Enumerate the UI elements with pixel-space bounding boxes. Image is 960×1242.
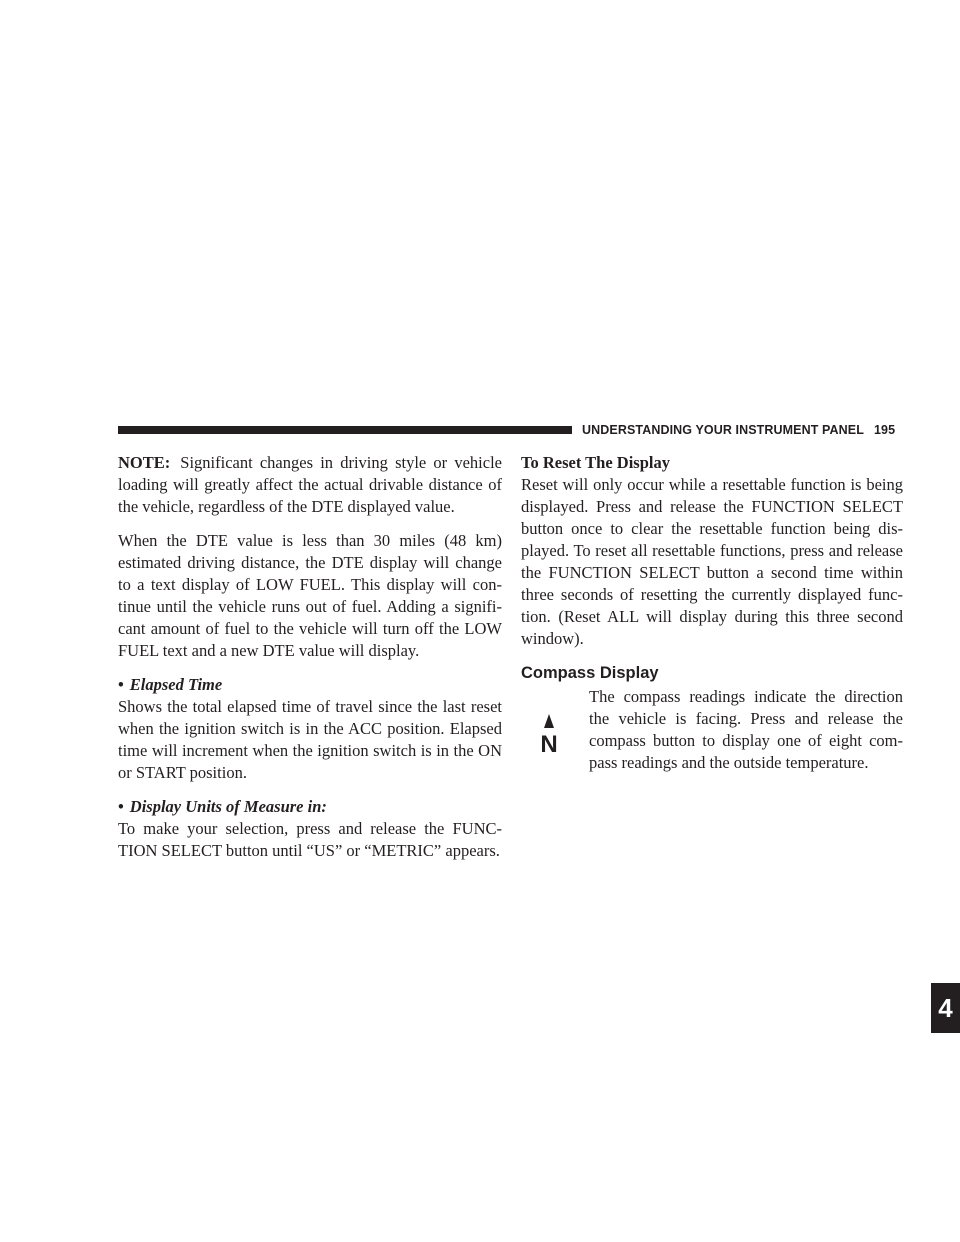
units-text: To make your selection, press and release the FUNCTION SELECT button until “US” or “METRIC” appears. bbox=[118, 819, 502, 860]
note-label: NOTE: bbox=[118, 453, 171, 472]
bullet-icon: • bbox=[118, 675, 124, 694]
note-paragraph bbox=[118, 452, 502, 518]
units-heading-text: Display Units of Measure in: bbox=[129, 797, 327, 816]
dte-paragraph: When the DTE value is less than 30 miles (48 km) estimated driving distance, the DTE display will change to a text display of LOW FUEL. This display will continue until the vehicle runs out of fuel. Adding a significant amount of fuel to the vehicle will turn off the LOW FUEL text and a new DTE value will display. bbox=[118, 531, 502, 660]
elapsed-heading-text: Elapsed Time bbox=[129, 675, 223, 694]
page-number: 195 bbox=[873, 423, 896, 437]
reset-heading: To Reset The Display bbox=[521, 453, 670, 472]
compass-text: The compass readings indicate the direction the vehicle is facing. Press and release the compass button to display one of eight compass readings and the outside temperature. bbox=[589, 687, 903, 772]
reset-text: Reset will only occur while a resettable function is being displayed. Press and release the FUNCTION SELECT button once to clear the resettable function being displayed. To reset all resettable functions, press and release the FUNCTION SELECT button a second time within three seconds of resetting the currently displayed function. (Reset ALL will display during this three second window). bbox=[521, 475, 903, 648]
compass-heading: Compass Display bbox=[521, 664, 659, 682]
section-title: UNDERSTANDING YOUR INSTRUMENT PANEL bbox=[582, 423, 864, 437]
elapsed-time-text: Shows the total elapsed time of travel since the last reset when the ignition switch is in the ACC position. Elapsed time will increment when the ignition switch is in the ON or START position. bbox=[118, 697, 502, 782]
compass-block bbox=[521, 686, 903, 774]
left-column bbox=[118, 452, 502, 874]
note-text: Significant changes in driving style or vehicle loading will greatly affect the actual drivable distance of the vehicle, regardless of the DTE displayed value. bbox=[118, 453, 502, 516]
units-heading bbox=[118, 796, 502, 818]
running-head bbox=[582, 421, 902, 439]
header-rule bbox=[118, 426, 572, 434]
elapsed-time-heading bbox=[118, 674, 502, 696]
bullet-icon: • bbox=[118, 797, 124, 816]
compass-letter: N bbox=[540, 731, 558, 756]
chapter-tab: 4 bbox=[931, 983, 960, 1033]
compass-icon bbox=[525, 712, 573, 756]
right-column bbox=[521, 452, 903, 786]
